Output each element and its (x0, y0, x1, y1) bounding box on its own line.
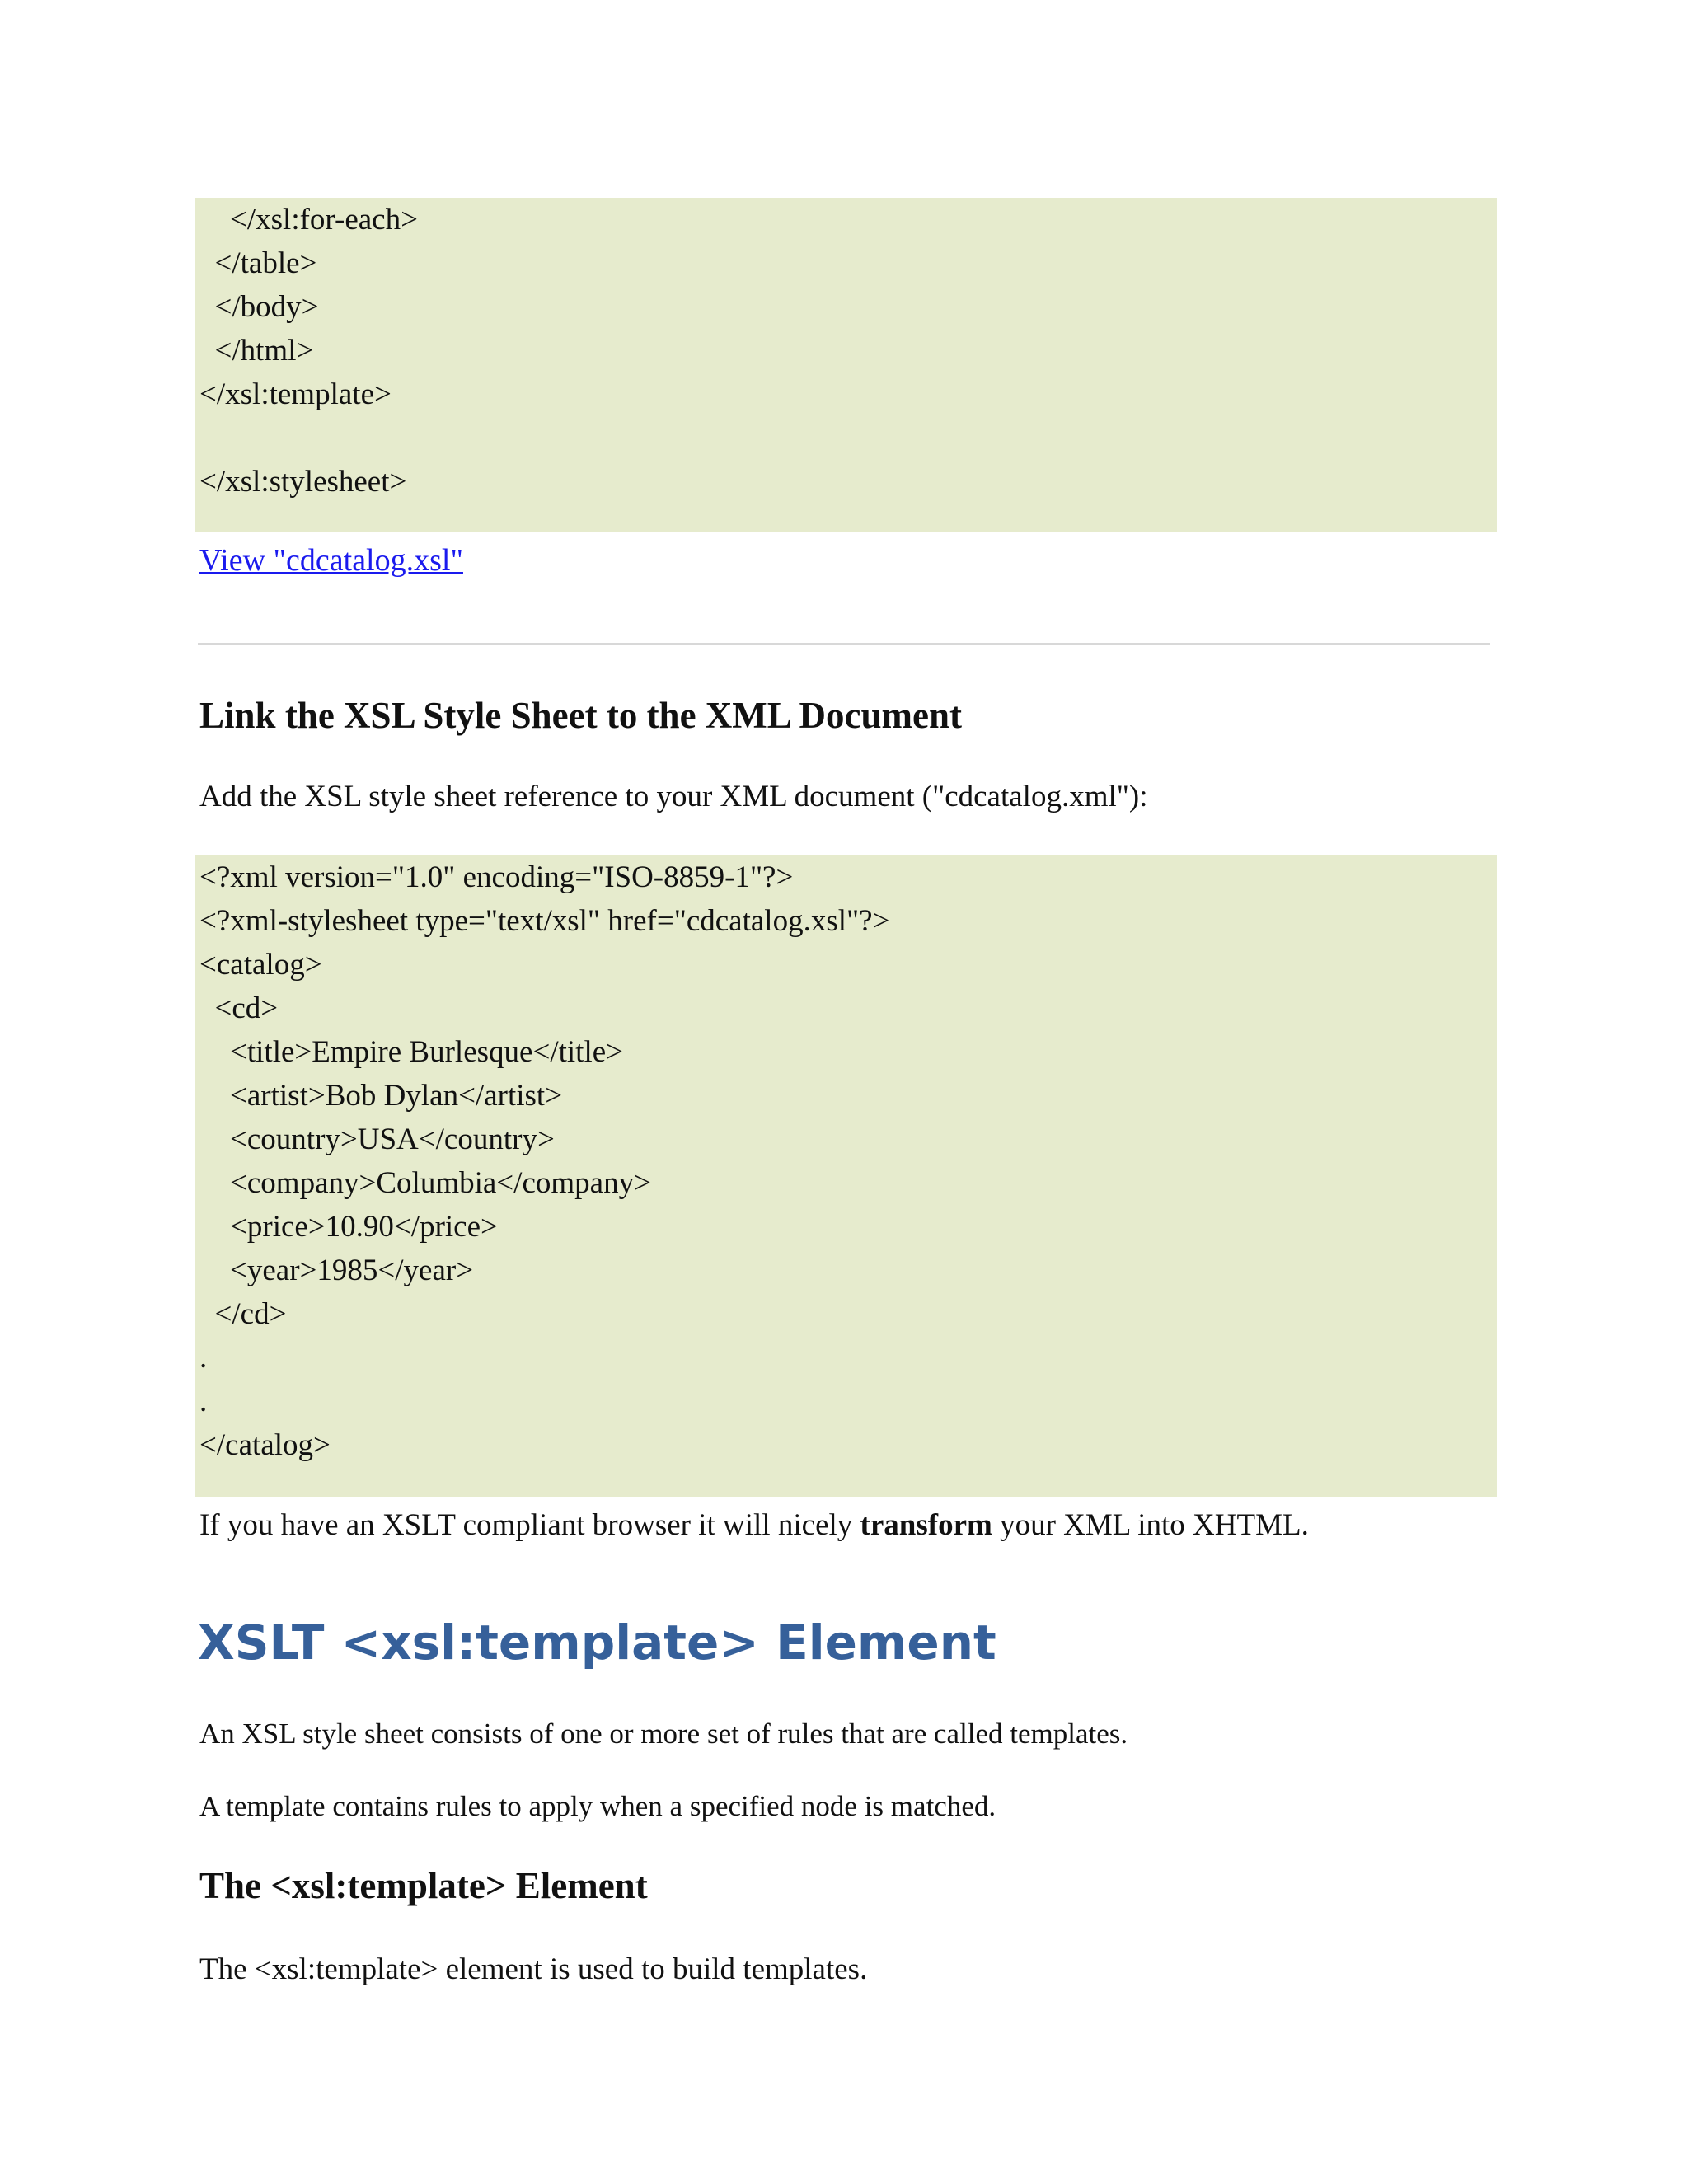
subheading-xsl-template-element: The <xsl:template> Element (199, 1865, 648, 1906)
section-title-xsl-template: XSLT <xsl:template> Element (198, 1615, 996, 1671)
code-line: </html> (199, 334, 314, 368)
code-line: <?xml version="1.0" encoding="ISO-8859-1"?> (199, 860, 794, 894)
code-line: <cd> (199, 991, 279, 1025)
code-line: </body> (199, 290, 319, 324)
code-line: . (199, 1385, 208, 1418)
code-block-xml-catalog (195, 855, 1497, 1497)
transform-bold-word: transform (860, 1508, 992, 1542)
code-line: </xsl:for-each> (199, 203, 418, 237)
view-cdcatalog-xsl-link[interactable]: View "cdcatalog.xsl" (199, 543, 463, 578)
code-line: </catalog> (199, 1428, 331, 1462)
code-line: <artist>Bob Dylan</artist> (199, 1079, 563, 1113)
code-line: <price>10.90</price> (199, 1210, 498, 1244)
transform-paragraph (199, 1505, 1309, 1546)
paragraph-build-templates: The <xsl:template> element is used to build templates. (199, 1952, 868, 1986)
code-line: <?xml-stylesheet type="text/xsl" href="cdcatalog.xsl"?> (199, 904, 890, 938)
code-line-blank (199, 416, 1497, 460)
code-line: </cd> (199, 1297, 287, 1331)
code-line: <country>USA</country> (199, 1122, 555, 1156)
code-line: </xsl:template> (199, 377, 392, 411)
code-line: </table> (199, 246, 317, 280)
code-line: <catalog> (199, 948, 322, 982)
code-line: <year>1985</year> (199, 1254, 474, 1287)
paragraph-templates-rules: An XSL style sheet consists of one or more set of rules that are called templates. (199, 1718, 1128, 1750)
heading-link-stylesheet: Link the XSL Style Sheet to the XML Document (199, 695, 963, 736)
transform-text-after: your XML into XHTML. (992, 1508, 1309, 1542)
code-line: <company>Columbia</company> (199, 1166, 651, 1200)
code-block-xsl-end (195, 198, 1497, 532)
horizontal-divider (198, 643, 1490, 645)
paragraph-template-match: A template contains rules to apply when a specified node is matched. (199, 1790, 996, 1822)
code-line: </xsl:stylesheet> (199, 465, 407, 499)
intro-paragraph: Add the XSL style sheet reference to your XML document ("cdcatalog.xml"): (199, 780, 1148, 813)
code-line: . (199, 1341, 208, 1375)
code-line: <title>Empire Burlesque</title> (199, 1035, 624, 1069)
transform-text-before: If you have an XSLT compliant browser it will nicely (199, 1508, 860, 1542)
